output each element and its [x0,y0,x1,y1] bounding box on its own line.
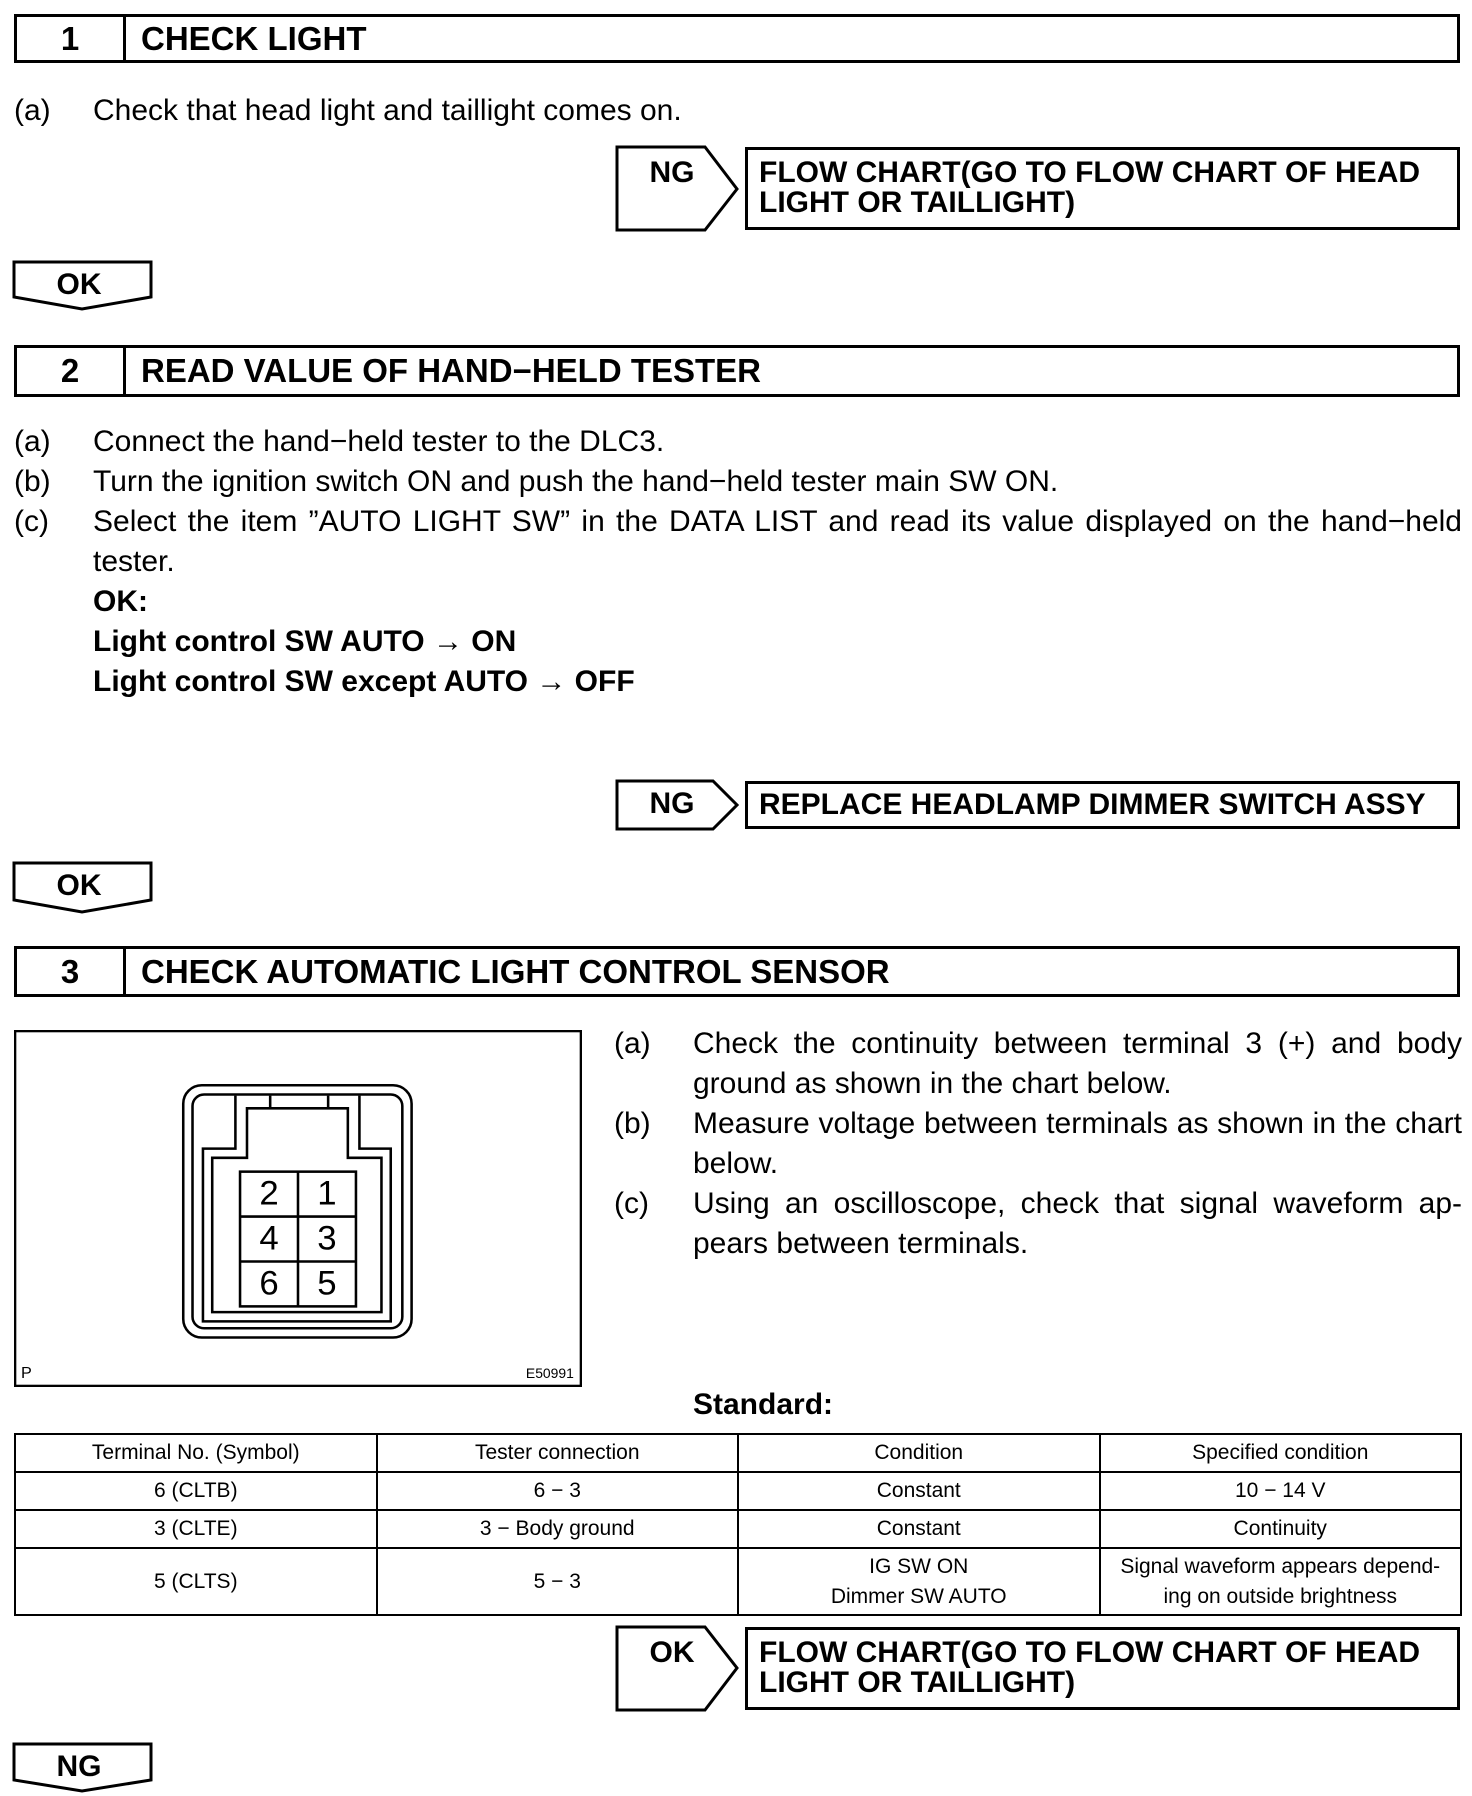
column-header: Specified condition [1100,1434,1462,1472]
table-cell [1100,1472,1462,1510]
table-header-row [15,1434,1461,1472]
terminal-label: 5 [317,1264,337,1303]
step-1-item-a-label: (a) [14,94,51,127]
step-3-ok-tag: OK [649,1636,695,1669]
step-3-item-b-label: (b) [614,1107,651,1140]
step-2-ok-spec-line-1: Light control SW AUTO → ON [93,625,517,658]
standard-heading: Standard: [693,1388,834,1421]
step-2-item-a-label: (a) [14,425,51,458]
step-3-ok-result-box [745,1627,1460,1710]
step-3-item-a-label: (a) [614,1027,651,1060]
step-2-item-c-label: (c) [14,505,49,538]
step-3-header [14,946,1460,997]
table-cell: 6 (CLTB) [15,1472,377,1510]
step-1-item-a-text: Check that head light and taillight comes on. [93,94,682,127]
table-row [15,1548,1461,1615]
step-2-item-c-text-line-2: tester. [93,545,175,578]
terminal-label: 2 [259,1174,279,1213]
step-2-header [14,345,1460,397]
step-2-ng-tag: NG [649,787,695,820]
terminal-label: 4 [259,1219,279,1258]
column-header: Terminal No. (Symbol) [15,1434,377,1472]
step-3-item-c-label: (c) [614,1187,649,1220]
cell-line: Constant [876,1479,961,1502]
cell-line: 10 − 14 V [1235,1479,1326,1502]
step-3-title: CHECK AUTOMATIC LIGHT CONTROL SENSOR [141,952,890,990]
table-cell [1100,1548,1462,1615]
connector-figure [14,1030,582,1387]
step-2-item-b-label: (b) [14,465,51,498]
step-2-item-c-text-line-1: Select the item ”AUTO LIGHT SW” in the DATA LIST and read its value displayed on the hand−held [93,505,1462,538]
step-2-title: READ VALUE OF HAND−HELD TESTER [141,352,762,389]
standard-table [14,1433,1462,1616]
table-cell: 3 − Body ground [377,1510,739,1548]
step-1-header [14,14,1460,63]
step-1-title: CHECK LIGHT [141,19,367,57]
table-cell [1100,1510,1462,1548]
cell-line: ing on outside brightness [1163,1584,1397,1608]
table-cell: 6 − 3 [377,1472,739,1510]
table-cell [738,1548,1100,1615]
step-2-ok-spec-heading: OK: [93,585,148,618]
column-header: Condition [738,1434,1100,1472]
table-cell: 5 − 3 [377,1548,739,1615]
step-3-number: 3 [17,949,126,994]
step-1-ng-result-line-2: LIGHT OR TAILLIGHT) [759,186,1076,219]
step-3-item-a-text-line-2: ground as shown in the chart below. [693,1067,1172,1100]
step-1-ok-tab: OK [56,268,102,301]
cell-line: IG SW ON [869,1554,969,1578]
step-3-item-b-text-line-2: below. [693,1147,779,1180]
step-3-ok-result-line-1: FLOW CHART(GO TO FLOW CHART OF HEAD [759,1636,1421,1669]
cell-line: Constant [876,1517,961,1540]
figure-corner-label: P [20,1363,32,1382]
terminal-label: 6 [259,1264,279,1303]
step-2-ok-tab: OK [56,869,102,902]
step-3-ok-result-line-2: LIGHT OR TAILLIGHT) [759,1666,1076,1699]
cell-line: Continuity [1233,1517,1327,1540]
step-2-ng-result-line-1: REPLACE HEADLAMP DIMMER SWITCH ASSY [759,788,1426,821]
table-row [15,1472,1461,1510]
table-row [15,1510,1461,1548]
step-1-ng-result-box [745,147,1460,230]
step-1-ng-tag: NG [649,156,695,189]
step-2-item-b-text: Turn the ignition switch ON and push the hand−held tester main SW ON. [93,465,1059,498]
cell-line: Signal waveform appears depend- [1120,1554,1441,1578]
column-header: Tester connection [377,1434,739,1472]
step-2-ng-result-box [745,781,1460,829]
step-2-ok-spec-line-2: Light control SW except AUTO → OFF [93,665,635,698]
table-cell [738,1510,1100,1548]
step-1-number: 1 [17,17,126,60]
step-3-ok-arrow-shape [610,1620,745,1718]
table-cell [738,1472,1100,1510]
step-3-item-a-text-line-1: Check the continuity between terminal 3 (+) and body [693,1027,1462,1060]
step-3-item-c-text-line-2: pears between terminals. [693,1227,1029,1260]
terminal-label: 3 [317,1219,337,1258]
step-3-item-c-text-line-1: Using an oscilloscope, check that signal waveform ap- [693,1187,1462,1220]
step-1-ng-result-line-1: FLOW CHART(GO TO FLOW CHART OF HEAD [759,156,1421,189]
step-1-ng-arrow-shape [610,140,745,238]
terminal-label: 1 [317,1174,337,1213]
step-2-item-a-text: Connect the hand−held tester to the DLC3. [93,425,665,458]
cell-line: Dimmer SW AUTO [830,1584,1007,1608]
table-cell: 5 (CLTS) [15,1548,377,1615]
step-3-item-b-text-line-1: Measure voltage between terminals as shown in the chart [693,1107,1462,1140]
step-2-number: 2 [17,348,126,394]
step-3-ng-tab: NG [56,1750,102,1783]
table-cell: 3 (CLTE) [15,1510,377,1548]
figure-id: E50991 [525,1364,574,1381]
